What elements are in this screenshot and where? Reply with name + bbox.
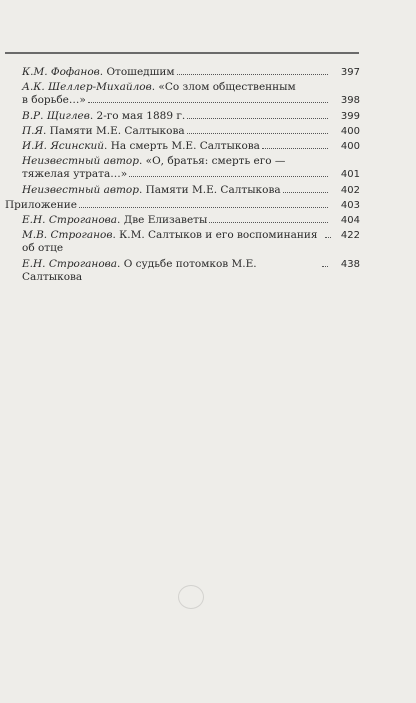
toc-author: В.Р. Щиглев xyxy=(22,109,90,122)
toc-title: Приложение xyxy=(5,198,77,211)
toc-author: А.К. Шеллер-Михайлов xyxy=(22,81,152,94)
toc-entry-line xyxy=(22,229,360,255)
toc-author: Неизвестный автор xyxy=(22,183,139,196)
toc-title: . Отошедшим xyxy=(99,66,175,78)
toc-leader-dots xyxy=(79,207,328,208)
toc-author: М.В. Строганов xyxy=(22,229,113,242)
toc-label xyxy=(22,110,185,123)
toc-author: Е.Н. Строганова xyxy=(22,257,118,270)
toc-entry-line xyxy=(22,214,360,227)
toc-page-number: 398 xyxy=(340,95,360,107)
toc-entry-first-line xyxy=(22,81,360,94)
toc-page-number: 400 xyxy=(340,141,360,153)
toc-leader-dots xyxy=(177,74,328,75)
bleed-through-page-badge xyxy=(178,585,204,609)
toc-entry-line xyxy=(22,125,360,138)
toc-title: . «О, братья: смерть его — xyxy=(138,155,286,168)
toc-entry xyxy=(0,110,360,123)
toc-entry xyxy=(0,258,360,284)
toc-author: К.М. Фофанов xyxy=(22,66,100,78)
toc-label xyxy=(22,258,320,284)
toc-title: . «Со злом общественным xyxy=(151,81,296,94)
toc-entry-line xyxy=(22,168,360,181)
table-of-contents xyxy=(0,66,360,286)
toc-leader-dots xyxy=(88,102,328,103)
toc-leader-dots xyxy=(129,176,328,177)
toc-label xyxy=(22,94,86,107)
toc-page-number: 404 xyxy=(340,215,360,227)
toc-label xyxy=(22,125,185,138)
toc-page-number: 399 xyxy=(340,110,360,122)
toc-page-number: 401 xyxy=(340,169,360,181)
toc-entry-line xyxy=(22,94,360,107)
toc-leader-dots xyxy=(187,133,328,134)
toc-entry xyxy=(0,66,360,79)
toc-entry-line xyxy=(5,199,360,212)
toc-page-number: 402 xyxy=(340,184,360,196)
toc-leader-dots xyxy=(325,237,331,238)
toc-page-number: 438 xyxy=(340,258,360,270)
toc-label xyxy=(22,184,281,197)
toc-entry xyxy=(0,125,360,138)
toc-author: Е.Н. Строганова xyxy=(22,214,118,227)
toc-title: . Две Елизаветы xyxy=(117,214,208,227)
toc-entry-line xyxy=(22,184,360,197)
toc-title: . 2-го мая 1889 г. xyxy=(89,109,186,122)
toc-title: Памяти М.Е. Салтыкова xyxy=(46,124,185,137)
toc-entry xyxy=(0,81,360,107)
toc-label xyxy=(22,66,175,79)
toc-leader-dots xyxy=(209,222,328,223)
toc-label xyxy=(22,229,323,255)
toc-entry xyxy=(0,199,360,212)
toc-entry xyxy=(0,140,360,153)
toc-title-continued: в борьбе…» xyxy=(22,94,86,107)
toc-entry xyxy=(0,155,360,181)
toc-entry-first-line xyxy=(22,155,360,168)
toc-title: . О судьбе потомков М.Е. Салтыкова xyxy=(22,257,257,283)
toc-entry xyxy=(0,229,360,255)
toc-leader-dots xyxy=(283,192,328,193)
toc-title: . На смерть М.Е. Салтыкова xyxy=(104,140,260,153)
toc-title-continued: тяжелая утрата…» xyxy=(22,168,128,181)
toc-title: . Памяти М.Е. Салтыкова xyxy=(138,183,281,196)
toc-label xyxy=(22,214,207,227)
toc-label xyxy=(22,168,127,181)
toc-label xyxy=(5,199,77,212)
toc-entry xyxy=(0,184,360,197)
toc-label xyxy=(22,140,260,153)
toc-author: И.И. Ясинский xyxy=(22,140,105,153)
toc-page-number: 400 xyxy=(340,125,360,137)
top-rule xyxy=(5,52,359,54)
toc-entry-line xyxy=(22,140,360,153)
toc-entry-line xyxy=(22,110,360,123)
toc-entry-line xyxy=(22,66,360,79)
toc-entry-line xyxy=(22,258,360,284)
toc-leader-dots xyxy=(262,148,328,149)
toc-entry xyxy=(0,214,360,227)
toc-page-number: 397 xyxy=(340,67,360,78)
toc-page-number: 403 xyxy=(340,199,360,211)
toc-author: Неизвестный автор xyxy=(22,155,139,168)
toc-page-number: 422 xyxy=(340,230,360,242)
toc-leader-dots xyxy=(187,118,328,119)
toc-author: П.Я. xyxy=(22,124,47,137)
toc-leader-dots xyxy=(322,266,328,267)
toc-title: . К.М. Салтыков и его воспоминания об отце xyxy=(22,229,318,255)
